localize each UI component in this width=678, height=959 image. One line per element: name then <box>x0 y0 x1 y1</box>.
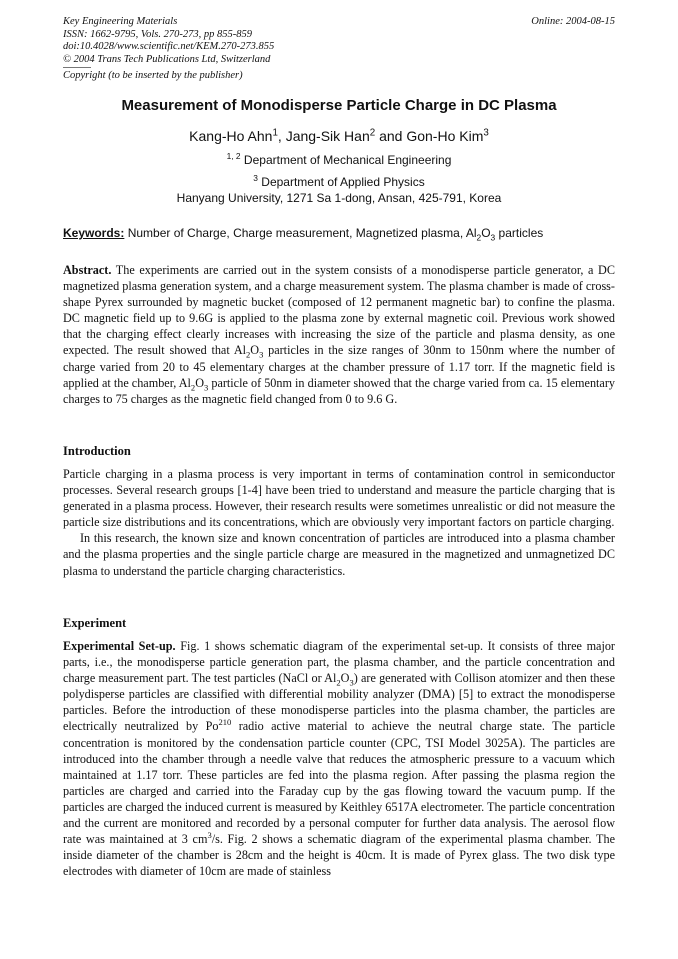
section-heading: Experiment <box>63 616 127 630</box>
affiliation-line <box>0 191 678 205</box>
affiliation-mark: 3 <box>253 173 258 183</box>
affiliation-line <box>0 153 678 167</box>
author-list <box>0 128 678 144</box>
online-date: Online: 2004-08-15 <box>531 16 615 27</box>
abstract-text: The experiments are carried out in the system consists of a monodisperse particle generator, a DC magnetized plasma generation system, and a charge measurement system. The plasma chamber is made of cross-shape Pyrex surrounded by magnetic bucket (composed of 12 permanent magnetic bar) to confine the plasma. DC magnetic field up to 9.6G is applied to the plasma zone by external magnetic coil. Previous work showed that the charging effect clearly increases with increasing the size of the particle and plasma density, as one expected. The result showed that Al <box>63 263 615 358</box>
subscript: 3 <box>259 349 264 360</box>
paper-title: Measurement of Monodisperse Particle Charge in DC Plasma <box>121 97 557 114</box>
superscript: 210 <box>218 717 232 728</box>
keywords-text: particles <box>495 226 544 240</box>
abstract-text: particles in the size ranges of 30nm to 150nm where the number of charge varied from 20 to 45 elementary charges at the chamber pressure of 1.17 torr. If the magnetic field is applied at the chamber, Al <box>63 343 615 390</box>
affiliation-text: Hanyang University, 1271 Sa 1-dong, Ansan, 425-791, Korea <box>176 191 502 205</box>
subscript: 3 <box>204 382 209 393</box>
superscript: 3 <box>207 830 212 841</box>
body-paragraph <box>63 638 615 879</box>
author-separator: , <box>277 128 286 144</box>
author-affil-mark: 2 <box>369 127 376 139</box>
affiliation-text: Department of Applied Physics <box>257 175 425 189</box>
journal-name: Key Engineering Materials <box>63 16 178 27</box>
subscript: 3 <box>349 677 354 688</box>
author-affil-mark: 1 <box>272 127 278 139</box>
affiliation-mark: 1, 2 <box>226 151 241 161</box>
doi-line: doi:10.4028/www.scientific.net/KEM.270-273.855 <box>63 41 275 52</box>
keywords-text: O <box>481 226 491 240</box>
author-name: Gon-Ho Kim <box>406 128 484 144</box>
affiliation-line <box>0 175 678 189</box>
subscript: 2 <box>246 349 251 360</box>
body-paragraph: Particle charging in a plasma process is very important in terms of contamination control in semiconductor processes. Several research groups [1-4] have been tried to understand and measure the particle charging that is generated in a plasma process. However, their research results were sometimes unrealistic or did not measure the particle size distributions and its concentrations, which are obviously very important factors on particle charging. <box>63 467 615 530</box>
subscript: 2 <box>476 232 482 243</box>
subscript: 2 <box>336 677 341 688</box>
subscript: 2 <box>190 382 196 393</box>
experiment-body <box>63 638 615 879</box>
author-name: Jang-Sik Han <box>285 128 370 144</box>
body-text: Fig. 1 shows schematic diagram of the experimental set-up. It consists of three major parts, i.e., the monodisperse particle generation part, the plasma chamber, and the particle concentration and charge measurement part. The test particles (NaCl or Al <box>63 639 615 686</box>
body-text: ) are generated with Collison atomizer and then these polydisperse particles are classified with differential mobility analyzer (DMA) [5] to extract the monodisperse particles. Before the introduction of these monodisperse particles into the plasma chamber, the particles are electrically neutralized by Po <box>63 671 615 734</box>
issn-line: ISSN: 1662-9795, Vols. 270-273, pp 855-859 <box>63 28 252 40</box>
abstract-text: O <box>195 375 204 390</box>
copyright-line: © 2004 Trans Tech Publications Ltd, Switzerland <box>63 53 271 65</box>
section-heading: Introduction <box>63 444 131 458</box>
author-affil-mark: 3 <box>483 127 489 139</box>
body-text: O <box>340 671 350 686</box>
body-paragraph: In this research, the known size and known concentration of particles are introduced into a plasma chamber and the plasma properties and the single particle charge are measured in the magnetized and unmagnetized DC plasma to understand the particle charging characteristics. <box>63 531 615 578</box>
abstract-text: particle of 50nm in diameter showed that the charge varied from ca. 15 elementary charges to 75 charges as the magnetic field changed from 0 to 9.6 G. <box>63 375 615 406</box>
introduction-body <box>63 466 615 579</box>
body-text: radio active material to achieve the neutral charge state. The particle concentration is monitored by the condensation particle counter (CPC, TSI Model 3025A). The particles are introduced into the chamber through a needle valve that reduces the atmospheric pressure to a vacuum which maintained at 1.17 torr. These particles are fed into the plasma region. After passing the plasma region the particles are charged and carried into the Faraday cup by the gas flowing toward the vacuum pump. If the particles are charged the induced current is measured by Keithley 6517A electrometer. The particle concentration and the current are monitored and recorded by a personal computer for further data analysis. The aerosol flow rate was maintained at 3 cm <box>63 719 615 847</box>
header-rule <box>63 67 91 68</box>
author-name: Kang-Ho Ahn <box>189 128 273 144</box>
subscript: 3 <box>490 232 496 243</box>
affiliation-text: Department of Mechanical Engineering <box>240 153 452 167</box>
abstract-text: O <box>250 343 260 358</box>
abstract <box>63 262 615 407</box>
journal-header <box>63 16 615 83</box>
abstract-label: Abstract. <box>63 263 112 277</box>
author-separator: and <box>375 128 407 144</box>
abstract-paragraph <box>63 262 615 407</box>
body-text: /s. Fig. 2 shows a schematic diagram of the experimental plasma chamber. The inside diameter of the chamber is 28cm and the height is 40cm. It is made of Pyrex glass. The two disk type electrodes with diameter of 10cm are made of stainless <box>63 832 615 879</box>
subsection-label: Experimental Set-up. <box>63 639 176 653</box>
keywords-text: Number of Charge, Charge measurement, Magnetized plasma, Al <box>124 226 477 240</box>
copyright-note: Copyright (to be inserted by the publisher) <box>63 70 243 81</box>
keywords-label: Keywords: <box>63 226 125 240</box>
keywords <box>63 226 623 243</box>
